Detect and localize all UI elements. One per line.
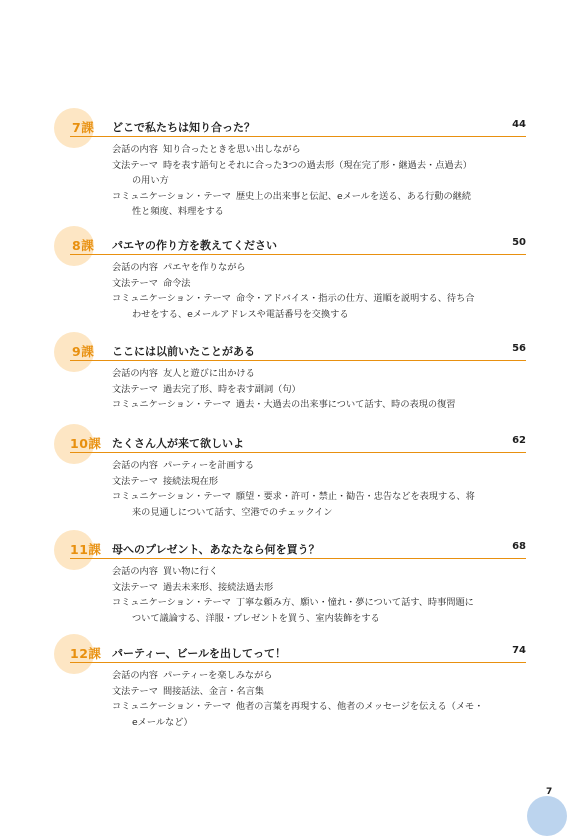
detail-label: コミュニケーション・テーマ (112, 597, 231, 608)
detail-text: パーティーを楽しみながら (162, 670, 273, 681)
lesson-number: 10課 (70, 436, 102, 451)
lesson-page: 68 (512, 541, 526, 552)
detail-text: 過去未来形、接続法過去形 (162, 581, 274, 593)
detail-label: 会話の内容 (112, 262, 158, 273)
detail-text: 買い物に行く (162, 566, 219, 577)
detail-label: 文法テーマ (112, 383, 158, 395)
detail-text: 間接話法、金言・名言集 (162, 685, 264, 697)
lesson-page: 44 (512, 119, 526, 130)
detail-row (112, 458, 522, 474)
detail-continuation: わせをする、eメールアドレスや電話番号を交換する (132, 308, 349, 320)
detail-label: コミュニケーション・テーマ (112, 491, 231, 502)
lesson-details (112, 668, 522, 730)
detail-text: 友人と遊びに出かける (162, 368, 255, 379)
page-number-circle (527, 796, 567, 836)
detail-text: 命令・アドバイス・指示の仕方、道順を説明する、待ち合 (235, 293, 475, 304)
detail-text: 過去・大過去の出来事について話す、時の表現の復習 (235, 399, 456, 410)
detail-text: 接続法現在形 (162, 475, 219, 487)
lesson-divider (70, 254, 526, 255)
detail-row (112, 291, 522, 322)
detail-label: 会話の内容 (112, 670, 158, 681)
detail-text: パーティーを計画する (162, 460, 255, 471)
detail-row (112, 260, 522, 276)
detail-label: コミュニケーション・テーマ (112, 293, 231, 304)
detail-continuation: eメールなど） (132, 716, 193, 728)
detail-row (112, 142, 522, 158)
lesson-page: 62 (512, 435, 526, 446)
detail-label: 会話の内容 (112, 460, 158, 471)
detail-continuation: の用い方 (132, 175, 169, 186)
detail-text: パエヤを作りながら (162, 262, 246, 273)
detail-text: 丁寧な頼み方、願い・憧れ・夢について話す、時事問題に (235, 597, 474, 608)
detail-label: コミュニケーション・テーマ (112, 190, 231, 202)
detail-row (112, 595, 522, 626)
detail-label: 文法テーマ (112, 277, 158, 289)
lesson-title: ここには以前いたことがある (112, 345, 255, 358)
detail-label: コミュニケーション・テーマ (112, 399, 231, 410)
lesson-title: パーティー、ビールを出してって！ (112, 647, 287, 660)
page-number: 7 (546, 787, 553, 797)
lesson-divider (70, 558, 526, 559)
detail-label: 会話の内容 (112, 144, 158, 155)
lesson-page: 50 (512, 237, 526, 248)
lesson-details (112, 260, 522, 322)
lesson-divider (70, 452, 526, 453)
detail-label: 文法テーマ (112, 581, 158, 593)
lesson-divider (70, 136, 526, 137)
lesson-divider (70, 662, 526, 663)
detail-continuation: 性と頻度、料理をする (132, 206, 224, 217)
lesson-number: 11課 (70, 542, 102, 557)
detail-row (112, 366, 522, 382)
lesson-divider (70, 360, 526, 361)
detail-row (112, 684, 522, 700)
lesson-title: パエヤの作り方を教えてください (112, 239, 277, 252)
lesson-number: 12課 (70, 646, 102, 661)
detail-row (112, 382, 522, 398)
detail-label: 文法テーマ (112, 685, 158, 697)
detail-row (112, 397, 522, 413)
detail-text: 時を表す語句とそれに合った3つの過去形（現在完了形・継過去・点過去） (162, 159, 472, 171)
detail-text: 願望・要求・許可・禁止・勧告・忠告などを表現する、将 (235, 491, 475, 502)
detail-row (112, 668, 522, 684)
lesson-title: たくさん人が来て欲しいよ (112, 437, 244, 450)
lesson-number: 7課 (72, 120, 95, 135)
detail-label: 会話の内容 (112, 566, 158, 577)
lesson-number: 9課 (72, 344, 95, 359)
lesson-details (112, 458, 522, 520)
lesson-details (112, 366, 522, 413)
lesson-details (112, 142, 522, 220)
detail-row (112, 489, 522, 520)
detail-row (112, 158, 522, 189)
lesson-details (112, 564, 522, 626)
detail-row (112, 580, 522, 596)
lesson-number: 8課 (72, 238, 95, 253)
detail-text: 過去完了形、時を表す副詞（句） (162, 383, 301, 395)
detail-text: 命令法 (162, 277, 191, 289)
detail-row (112, 699, 522, 730)
detail-text: 他者の言葉を再現する、他者のメッセージを伝える（メモ・ (235, 701, 484, 712)
detail-continuation: 来の見通しについて話す、空港でのチェックイン (132, 506, 333, 518)
lesson-page: 74 (512, 645, 526, 656)
detail-text: 知り合ったときを思い出しながら (162, 144, 301, 155)
detail-label: 会話の内容 (112, 368, 158, 379)
detail-row (112, 474, 522, 490)
detail-row (112, 564, 522, 580)
detail-label: 文法テーマ (112, 159, 158, 171)
detail-text: 歴史上の出来事と伝記、eメールを送る、ある行動の継続 (235, 190, 472, 202)
detail-continuation: ついて議論する、洋服・プレゼントを買う、室内装飾をする (132, 612, 380, 624)
lesson-page: 56 (512, 343, 526, 354)
detail-label: コミュニケーション・テーマ (112, 701, 231, 712)
lesson-title: どこで私たちは知り合った？ (112, 121, 255, 134)
detail-label: 文法テーマ (112, 475, 158, 487)
lesson-title: 母へのプレゼント、あなたなら何を買う？ (112, 543, 320, 556)
detail-row (112, 189, 522, 220)
detail-row (112, 276, 522, 292)
